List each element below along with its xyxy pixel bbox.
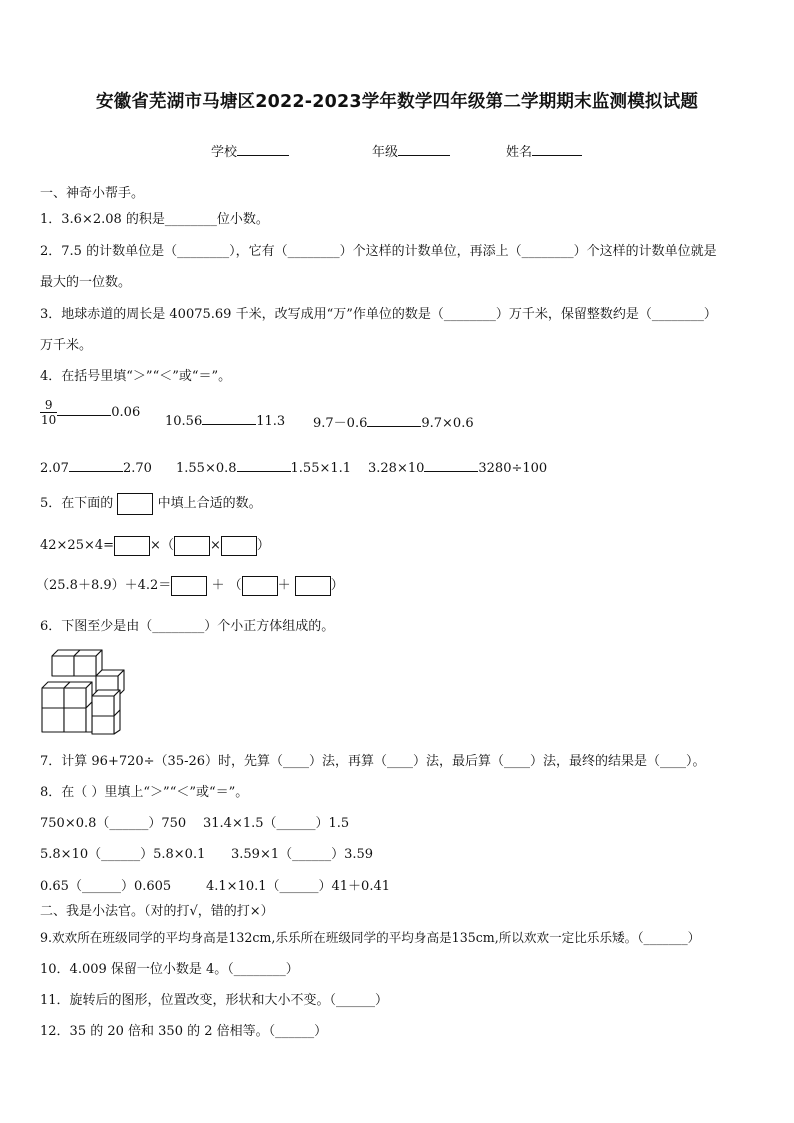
compare-left: 1.55×0.8 [176,461,237,476]
answer-box[interactable] [174,536,210,556]
grade-label: 年级 [372,145,399,160]
section-heading-1: 一、神奇小帮手。 [40,186,145,201]
question-3-line-1: 3．地球赤道的周长是 40075.69 千米，改写成用“万”作单位的数是（________）万千米，保留整数约是（________） [40,307,717,322]
compare-right: 3280÷100 [478,461,548,476]
question-5-prefix: 5．在下面的 [40,496,114,511]
grade-blank[interactable] [398,143,450,156]
q4-row-2-item-a [40,459,152,476]
answer-blank[interactable] [69,459,123,472]
section-heading-2: 二、我是小法官。（对的打√，错的打×） [40,904,274,919]
paren: （ [228,578,242,593]
equation-lhs: （25.8＋8.9）＋4.2＝ [36,578,172,593]
answer-box[interactable] [295,576,331,596]
question-10: 10．4.009 保留一位小数是 4。（________） [40,962,299,977]
answer-box[interactable] [114,536,150,556]
grade-field [372,141,450,160]
page-title: 安徽省芜湖市马塘区2022-2023学年数学四年级第二学期期末监测模拟试题 [95,92,699,112]
fraction-numerator: 9 [40,398,57,413]
question-9: 9.欢欢所在班级同学的平均身高是132cm,乐乐所在班级同学的平均身高是135cm,所以欢欢一定比乐乐矮。（_______） [40,930,701,945]
fraction-denominator: 10 [41,413,57,427]
compare-left: 3.28×10 [368,461,425,476]
q5-equation-2 [36,574,344,596]
q8-row-3-right: 4.1×10.1（______）41＋0.41 [206,879,390,894]
q8-row-1-left: 750×0.8（______）750 [40,816,187,831]
question-3-line-2: 万千米。 [40,338,93,353]
school-label: 学校 [211,145,238,160]
paren: ） [256,538,270,553]
answer-box[interactable] [171,576,207,596]
question-1: 1．3.6×2.08 的积是________位小数。 [40,212,269,227]
answer-blank[interactable] [237,459,291,472]
operator: ＋ [211,578,225,593]
question-7: 7．计算 96+720÷（35-26）时，先算（____）法，再算（____）法，最后算（____）法，最终的结果是（____）。 [40,754,706,769]
example-box [117,493,153,515]
answer-blank[interactable] [424,459,478,472]
compare-right: 9.7×0.6 [421,416,474,431]
operator: × [209,538,221,553]
question-2-line-2: 最大的一位数。 [40,275,132,290]
name-field [506,141,582,160]
question-6: 6．下图至少是由（________）个小正方体组成的。 [40,619,335,634]
compare-left: 10.56 [165,414,203,429]
compare-left: 2.07 [40,461,69,476]
equation-lhs: 42×25×4= [40,538,115,553]
answer-blank[interactable] [202,412,256,425]
compare-right: 11.3 [256,414,286,429]
school-blank[interactable] [237,143,289,156]
answer-blank[interactable] [367,414,421,427]
q4-row-2-item-b [176,459,351,476]
q4-row-1-item-c [313,412,474,431]
question-11: 11．旋转后的图形，位置改变，形状和大小不变。（______） [40,993,389,1008]
q8-row-1-right: 31.4×1.5（______）1.5 [203,816,350,831]
cube-figure-icon [40,648,136,736]
compare-left: 9.7－0.6 [313,416,368,431]
q4-row-1-item-b [165,412,285,429]
compare-value: 0.06 [111,405,141,420]
school-field [211,141,289,160]
q8-row-2-right: 3.59×1（______）3.59 [231,847,374,862]
question-12: 12．35 的 20 倍和 350 的 2 倍相等。（______） [40,1024,328,1039]
q4-row-2-item-c [368,459,547,476]
q4-row-1-item-a [40,398,140,427]
operator: ＋ [277,578,291,593]
operator: ×（ [150,538,174,553]
compare-right: 2.70 [122,461,152,476]
answer-box[interactable] [221,536,257,556]
answer-blank[interactable] [57,403,111,416]
compare-right: 1.55×1.1 [290,461,352,476]
paren: ） [330,578,344,593]
q8-row-3-left: 0.65（______）0.605 [40,879,172,894]
question-2-line-1: 2．7.5 的计数单位是（________），它有（________）个这样的计数单位，再添上（________）个这样的计数单位就是 [40,244,717,259]
q8-row-2-left: 5.8×10（______）5.8×0.1 [40,847,206,862]
question-5 [40,492,262,515]
name-blank[interactable] [532,143,582,156]
fraction [40,398,57,427]
question-8: 8．在（ ）里填上“＞”“＜”或“＝”。 [40,785,249,800]
question-5-suffix: 中填上合适的数。 [157,496,262,511]
name-label: 姓名 [506,145,533,160]
question-4: 4．在括号里填“＞”“＜”或“＝”。 [40,369,232,384]
q5-equation-1 [40,534,270,556]
answer-box[interactable] [242,576,278,596]
